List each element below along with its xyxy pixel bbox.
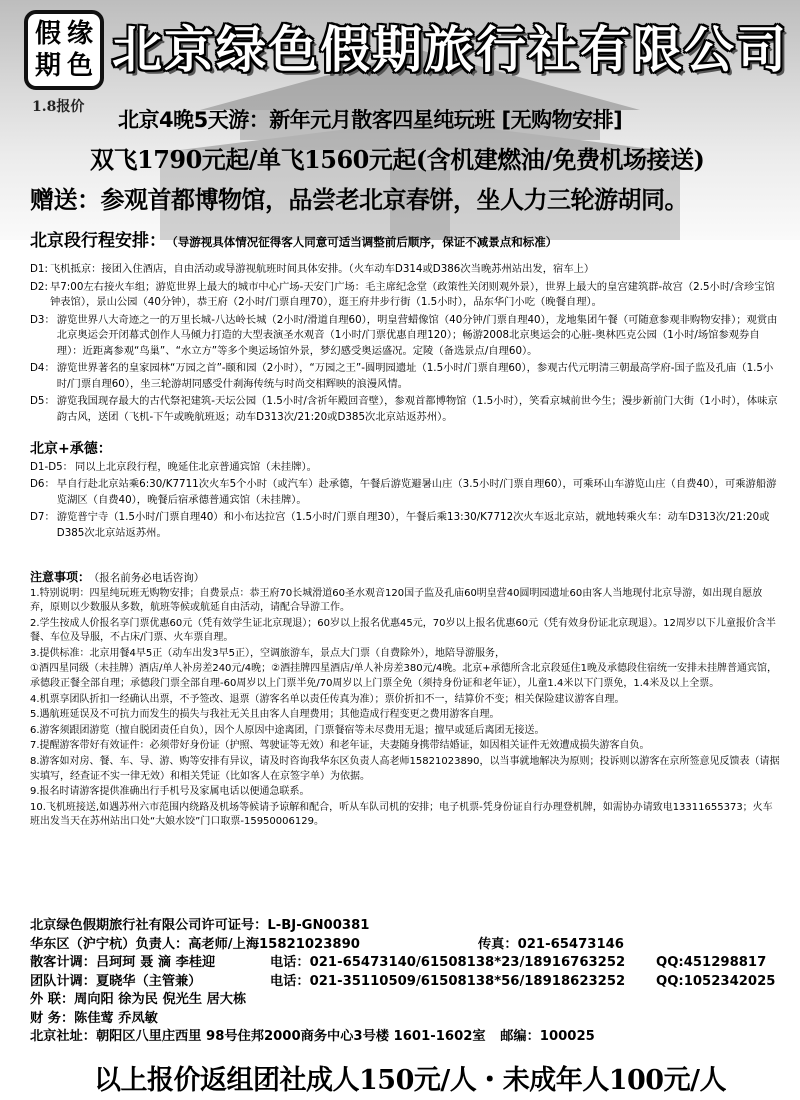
day-text: 游览世界著名的皇家园林“万园之首”-颐和园（2小时），“万园之王”-圆明园遗址（1.5小时/门票自理60），参观古代元明清三朝最高学府-国子监及孔庙（1.5小时/门票自理60），坐三轮游胡同感受什刹海传统与时尚交相辉映的浪漫风情。 [56, 362, 774, 390]
chengde-itinerary [30, 440, 780, 543]
note-line: 9.报名时请游客提供准确出行手机号及家属电话以便通急联系。 [30, 786, 310, 798]
team-qq: QQ:1052342025 [656, 973, 776, 989]
day-text: 同以上北京段行程，晚延住北京普通宾馆（未挂牌）。 [74, 460, 317, 473]
sanke-phone-numbers: 021-65473140/61508138*23/18916763252 [309, 955, 626, 970]
beijing-heading-note: （导游视具体情况征得客人同意可适当调整前后顺序，保证不减景点和标准） [172, 235, 558, 249]
note-line: 7.提醒游客带好有效证件：必须带好身份证（护照、驾驶证等无效）和老年证，夫妻随身携带结婚证，如因相关证件无效遭成损失游客自负。 [30, 740, 650, 752]
company-title: 北京绿色假期旅行社有限公司 [112, 20, 788, 79]
notes-heading-title: 注意事项： [30, 570, 91, 584]
sanke-phone-label: 电话： [270, 955, 310, 970]
day-text: 早7:00左右接火车组；游览世界上最大的城市中心广场-天安门广场：毛主席纪念堂（政策性关闭则观外景），世界上最大的皇宫建筑群-故宫（2.5小时/含珍宝馆钟表馆），景山公园（40分钟），恭王府（2小时/门票自理70），逛王府井步行街（1.5小时），品东华门小吃（晚餐自理）。 [49, 280, 775, 308]
note-line: 4.机票享团队折扣一经确认出票，不予签改、退票（游客名单以责任传真为准）；票价折扣不一，结算价不变；相关保险建议游客自理。 [30, 693, 625, 705]
itinerary-day [30, 280, 780, 311]
chengde-heading: 北京+承德： [30, 441, 112, 457]
zip-code: 100025 [539, 1029, 595, 1044]
license-row [30, 917, 790, 936]
day-label: D1-D5： [30, 460, 73, 473]
waili-names: 周向阳 徐为民 倪光生 居大栋 [74, 992, 247, 1007]
zip-label: 邮编： [500, 1029, 540, 1044]
day-label: D3： [30, 313, 55, 326]
footer-rebate-line: 以上报价返组团社成人150元/人・未成年人100元/人 [94, 1065, 726, 1096]
price-line: 双飞1790元起/单飞1560元起(含机建燃油/免费机场接送) [90, 145, 705, 174]
day-text: 游览普宁寺（1.5小时/门票自理40）和小布达拉宫（1.5小时/门票自理30），午餐后乘13:30/K7712次火车返北京站，就地转乘火车：动车D313次/21:20或D385次北京站返苏州。 [56, 511, 770, 539]
logo-char: 期 [34, 51, 61, 81]
team-phone-numbers: 021-35110509/61508138*56/18918623252 [309, 973, 626, 989]
address-label: 北京社址： [30, 1029, 96, 1044]
note-line: 8.游客如对房、餐、车、导、游、购等安排有异议，请及时咨询我华东区负责人高老师15821023890，以当事就地解决为原则；投诉则以游客在京所签意见反馈表（请据实填写，经查证不实一律无效）和相关凭证（比如客人在京签字单）为依据。 [30, 756, 780, 782]
note-line: 1.特别说明：四星纯玩班无购物安排；自费景点：恭王府70长城滑道60圣水观音120国子监及孔庙60明皇营40圆明园遗址60由客人当地现付北京导游，如出现自愿放弃，原则以少数服从多数，航班等候或航延自由活动，请配合导游工作。 [30, 587, 763, 614]
east-region-contact: 高老师/上海15821023890 [188, 936, 360, 952]
day-label: D7： [30, 511, 55, 523]
team-row [30, 973, 790, 992]
day-text: 飞机抵京：接团入住酒店，自由活动或导游视航班时间具体安排。（火车动车D314或D386次当晚苏州站出发，宿车上） [49, 263, 595, 275]
itinerary-day [30, 477, 780, 508]
team-phone-label: 电话： [270, 973, 310, 989]
company-logo [24, 10, 104, 90]
waili-label: 外 联： [30, 992, 75, 1007]
caiwu-names: 陈佳莺 乔凤敏 [74, 1010, 158, 1026]
zip [500, 1029, 595, 1044]
gift-line: 赠送：参观首都博物馆，品尝老北京春饼，坐人力三轮游胡同。 [30, 185, 688, 214]
beijing-heading-title: 北京段行程安排： [30, 231, 166, 251]
team-names: 夏晓华（主管兼） [95, 973, 202, 989]
tour-title: 北京4晚5天游：新年元月散客四星纯玩班 [无购物安排] [118, 108, 623, 132]
fax-label: 传真： [478, 936, 518, 952]
east-region-label: 华东区（沪宁杭）负责人： [30, 936, 189, 952]
itinerary-day [30, 262, 780, 278]
note-line: ①酒四星同级（未挂牌）酒店/单人补房差240元/4晚；②酒挂牌四星酒店/单人补房差380元/4晚。北京+承德所含北京段延住1晚及承德段住宿统一安排未挂牌普通宾馆，承德段正餐全部自理；承德段门票全部自理-60周岁以上门票半免/70周岁以上门票全免（须持身份证和老年证），儿童1.4米以下门票免，1.4米及以上全票。 [30, 663, 778, 690]
logo-char: 色 [66, 51, 93, 81]
notes-heading-sub: （报名前务必电话咨询） [94, 572, 205, 584]
fax-number: 021-65473146 [517, 936, 624, 952]
note-line: 10.飞机班接送,如遇苏州六市范围内绕路及机场等候请予谅解和配合，听从车队司机的安排；电子机票-凭身份证自行办理登机牌，如需协办请致电13311655373；火车班出发当天在苏州站出口处“大娘水饺”门口取票-15950006129。 [30, 801, 773, 828]
beijing-itinerary-heading [30, 226, 557, 251]
logo-char: 假 [34, 19, 61, 49]
day-label: D6： [30, 478, 55, 490]
day-text: 游览世界八大奇迹之一的万里长城-八达岭长城（2小时/滑道自理60），明皇营蜡像馆（40分钟/门票自理40），龙地集团午餐（可随意参观非购物安排）；观赏由北京奥运会开闭幕式创作人马倾力打造的大型表演圣水观音（1小时/门票优惠自理120）；畅游2008北京奥运会的心脏-奥林匹克公园（1小时/场馆参观券自理）：近距离参观“鸟巢”、“水立方”等多个奥运场馆外景，梦幻感受奥运盛况。定陵（备选景点/自理60）。 [56, 313, 778, 357]
notes-heading [30, 570, 780, 587]
east-region-row [30, 936, 790, 955]
note-line: 3.提供标准：北京用餐4早5正（动车出发3早5正），空调旅游车，景点大门票（自费除外），地陪导游服务， [30, 647, 505, 659]
address-text: 朝阳区八里庄西里 98号住邦2000商务中心3号楼 1601-1602室 [95, 1029, 486, 1044]
itinerary-day [30, 361, 780, 392]
waili-row [30, 991, 790, 1010]
note-line: 2.学生按成人价报名享门票优惠60元（凭有效学生证北京现退）；60岁以上报名优惠45元，70岁以上报名优惠60元（凭有效身份证北京现退）。12周岁以下儿童报价含半餐、车位及导服，不占床/门票、火车票自理。 [30, 617, 776, 644]
header-banner [0, 0, 800, 240]
license-text: 北京绿色假期旅行社有限公司许可证号：L-BJ-GN00381 [30, 918, 370, 933]
team-phone [270, 973, 625, 992]
itinerary-day [30, 460, 780, 476]
sanke-names: 吕珂珂 聂 滴 李桂迎 [95, 955, 216, 970]
address-row [30, 1028, 790, 1047]
contact-info [30, 917, 790, 1047]
note-line: 6.游客须跟团游览（擅自脱团责任自负），因个人原因中途离团，门票餐宿等未尽费用无退；擅早或延后离团无接送。 [30, 724, 545, 736]
fax [478, 936, 624, 955]
day-label: D5： [30, 395, 55, 407]
day-text: 早自行赴北京站乘6:30/K7711次火车5个小时（或汽车）赴承德，午餐后游览避暑山庄（3.5小时/门票自理60），可乘环山车游览山庄（自费40），可乘游船游览湖区（自费40），晚餐后宿承德普通宾馆（未挂牌）。 [56, 478, 777, 506]
itinerary-day [30, 510, 780, 541]
caiwu-label: 财 务： [30, 1010, 75, 1026]
sanke-phone [270, 954, 625, 973]
price-tag: 1.8报价 [32, 99, 85, 115]
sanke-row [30, 954, 790, 973]
day-text: 游览我国现存最大的古代祭祀建筑-天坛公园（1.5小时/含祈年殿回音壁），参观首都博物馆（1.5小时），笑看京城前世今生；漫步新前门大街（1小时），体味京韵古风，送团（飞机-下午或晚航班返；动车D313次/21:20或D385次北京站返苏州）。 [56, 395, 778, 423]
day-label: D2: [30, 280, 48, 293]
team-label: 团队计调： [30, 973, 96, 989]
sanke-qq: QQ:451298817 [656, 955, 767, 970]
day-label: D1: [30, 263, 48, 275]
caiwu-row [30, 1010, 790, 1029]
logo-char: 缘 [66, 19, 93, 49]
itinerary-day [30, 394, 780, 425]
itinerary-day [30, 313, 780, 360]
note-line: 5.遇航班延误及不可抗力而发生的损失与我社无关且由客人自理费用；其他造成行程变更之费用游客自理。 [30, 709, 500, 721]
beijing-itinerary [30, 262, 780, 427]
day-label: D4： [30, 362, 55, 374]
notes-section [30, 570, 780, 831]
sanke-label: 散客计调： [30, 955, 96, 970]
